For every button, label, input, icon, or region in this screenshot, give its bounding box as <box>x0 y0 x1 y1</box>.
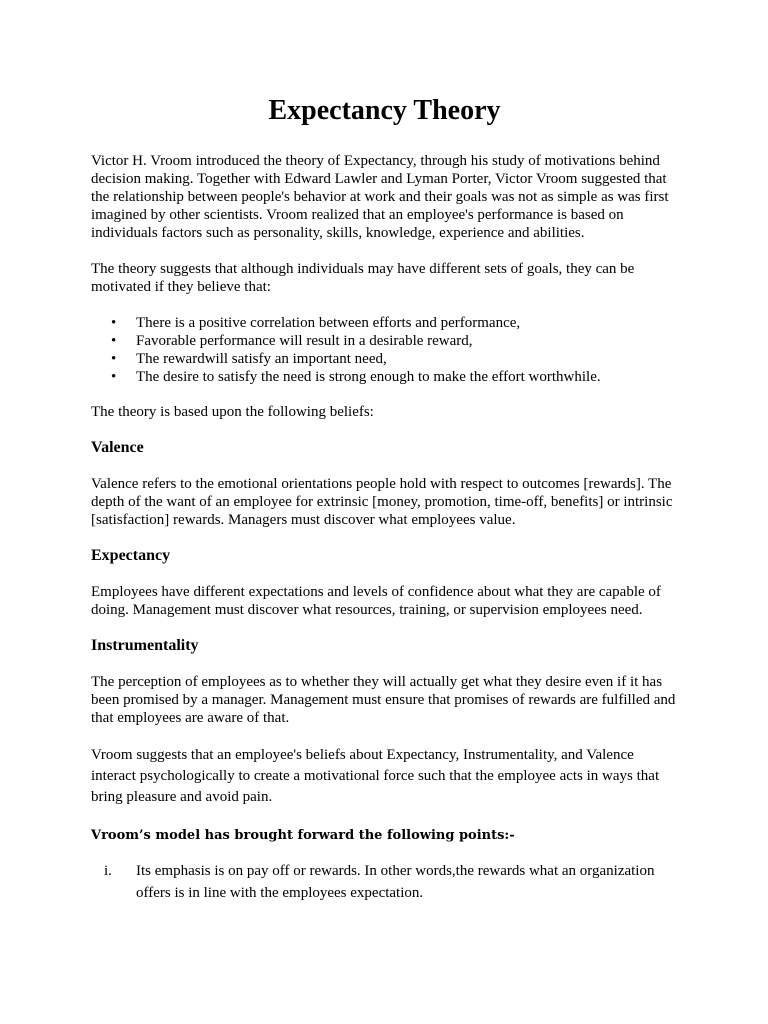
list-item: • There is a positive correlation between efforts and performance, <box>91 314 678 332</box>
vroom-paragraph: Vroom suggests that an employee's beliefs about Expectancy, Instrumentality, and Valence interact psychologically to create a motivational force such that the employee acts in ways that bring pleasure and avoid pain. <box>91 747 660 805</box>
section-heading-instrumentality: Instrumentality <box>91 637 199 654</box>
section-text-valence: Valence refers to the emotional orientations people hold with respect to outcomes [rewards]. The depth of the want of an employee for extrinsic [money, promotion, time-off, benefits] or intrinsic [satisfaction] rewards. Managers must discover what employees value. <box>91 476 673 528</box>
document-title: Expectancy Theory <box>268 95 501 126</box>
section-heading-expectancy: Expectancy <box>91 547 171 564</box>
beliefs-list <box>91 314 678 386</box>
point-text: Its emphasis is on pay off or rewards. In other words,the rewards what an organization offers is in line with the employees expectation. <box>136 863 655 901</box>
list-item: • The desire to satisfy the need is strong enough to make the effort worthwhile. <box>91 368 678 386</box>
list-item: • Favorable performance will result in a desirable reward, <box>91 332 678 350</box>
section-heading-valence: Valence <box>91 439 144 456</box>
based-on-paragraph: The theory is based upon the following beliefs: <box>91 404 374 420</box>
section-text-instrumentality: The perception of employees as to whether they will actually get what they desire even if it has been promised by a manager. Management must ensure that promises of rewards are fulfilled and that employees are aware of that. <box>91 674 676 726</box>
suggestion-paragraph: The theory suggests that although individuals may have different sets of goals, they can be motivated if they believe that: <box>91 261 635 295</box>
points-heading: Vroom’s model has brought forward the following points:- <box>91 828 515 843</box>
section-text-expectancy: Employees have different expectations and levels of confidence about what they are capable of doing. Management must discover what resources, training, or supervision employees need. <box>91 584 661 618</box>
intro-paragraph: Victor H. Vroom introduced the theory of Expectancy, through his study of motivations behind decision making. Together with Edward Lawler and Lyman Porter, Victor Vroom suggested that the relationship between people's behavior at work and their goals was not as simple as was first imagined by other scientists. Vroom realized that an employee's performance is based on individuals factors such as personality, skills, knowledge, experience and abilities. <box>91 153 669 241</box>
list-marker: i. <box>104 863 112 879</box>
points-list <box>91 860 678 904</box>
list-item <box>91 860 678 904</box>
list-item: • The rewardwill satisfy an important need, <box>91 350 678 368</box>
